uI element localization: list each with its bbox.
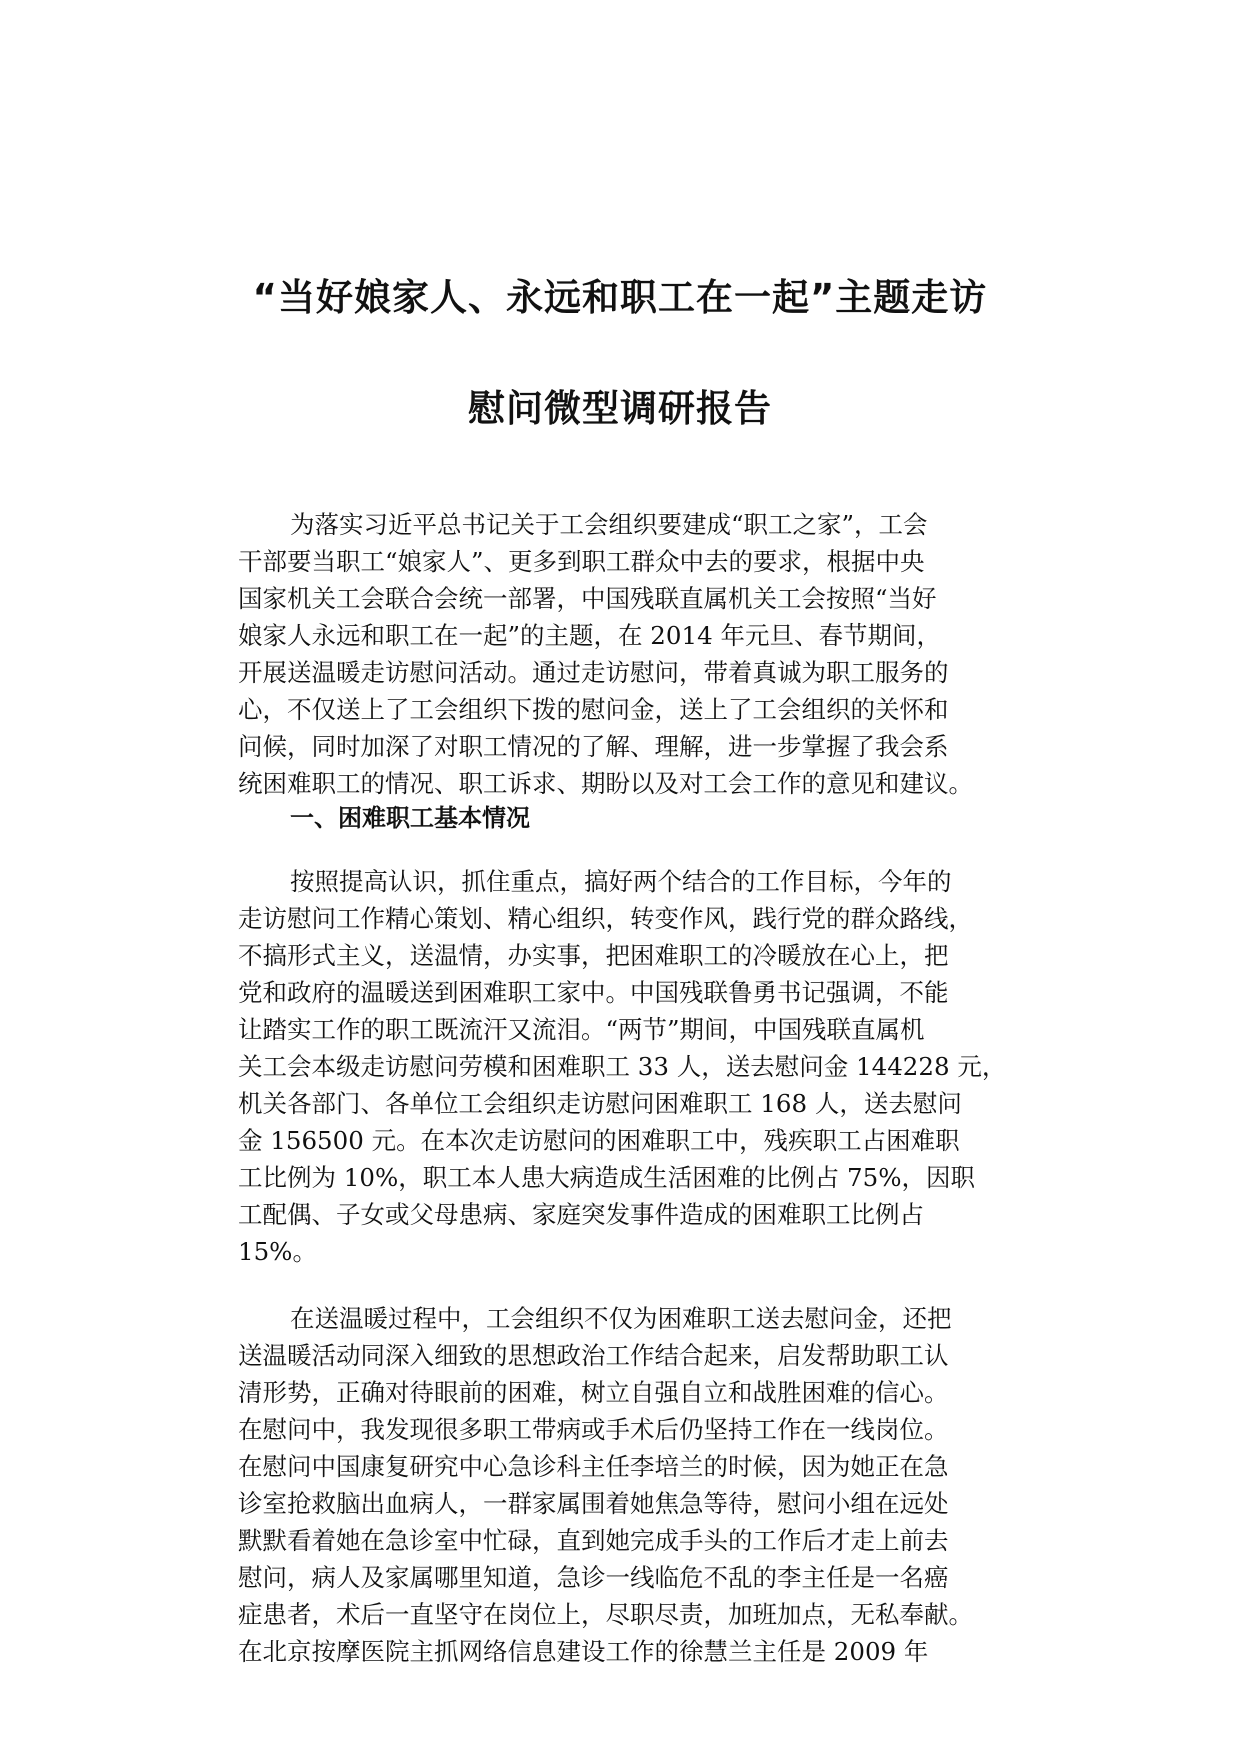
document-title-line-1: “当好娘家人、永远和职工在一起”主题走访: [252, 276, 988, 319]
paragraph-1-line: 国家机关工会联合会统一部署，中国残联直属机关工会按照“当好: [238, 584, 937, 613]
paragraph-2-line: 让踏实工作的职工既流汗又流泪。“两节”期间，中国残联直属机: [238, 1015, 925, 1044]
paragraph-1-line: 开展送温暖走访慰问活动。通过走访慰问，带着真诚为职工服务的: [238, 658, 949, 687]
paragraph-3-line: 送温暖活动同深入细致的思想政治工作结合起来，启发帮助职工认: [238, 1341, 949, 1370]
paragraph-3-line: 诊室抢救脑出血病人，一群家属围着她焦急等待，慰问小组在远处: [238, 1489, 949, 1518]
paragraph-3-line: 在送温暖过程中，工会组织不仅为困难职工送去慰问金，还把: [290, 1304, 952, 1333]
paragraph-2-line: 工比例为 10%，职工本人患大病造成生活困难的比例占 75%，因职: [238, 1163, 975, 1192]
paragraph-3-line: 在慰问中国康复研究中心急诊科主任李培兰的时候，因为她正在急: [238, 1452, 949, 1481]
paragraph-2-line: 走访慰问工作精心策划、精心组织，转变作风，践行党的群众路线，: [238, 904, 973, 933]
document-title-line-2: 慰问微型调研报告: [468, 387, 772, 430]
paragraph-2-line: 不搞形式主义，送温情，办实事，把困难职工的冷暖放在心上，把: [238, 941, 949, 970]
paragraph-3-line: 默默看着她在急诊室中忙碌，直到她完成手头的工作后才走上前去: [238, 1526, 949, 1555]
paragraph-1-line: 心，不仅送上了工会组织下拨的慰问金，送上了工会组织的关怀和: [238, 695, 949, 724]
paragraph-2-line: 按照提高认识，抓住重点，搞好两个结合的工作目标，今年的: [290, 867, 952, 896]
paragraph-1-line: 统困难职工的情况、职工诉求、期盼以及对工会工作的意见和建议。: [238, 769, 973, 798]
paragraph-3-line: 清形势，正确对待眼前的困难，树立自强自立和战胜困难的信心。: [238, 1378, 949, 1407]
paragraph-3-line: 在北京按摩医院主抓网络信息建设工作的徐慧兰主任是 2009 年: [238, 1637, 929, 1666]
paragraph-2-line: 机关各部门、各单位工会组织走访慰问困难职工 168 人，送去慰问: [238, 1089, 962, 1118]
paragraph-2-line: 金 156500 元。在本次走访慰问的困难职工中，残疾职工占困难职: [238, 1126, 960, 1155]
paragraph-1-line: 问候，同时加深了对职工情况的了解、理解，进一步掌握了我会系: [238, 732, 949, 761]
paragraph-2-line: 党和政府的温暖送到困难职工家中。中国残联鲁勇书记强调，不能: [238, 978, 949, 1007]
paragraph-3-line: 在慰问中，我发现很多职工带病或手术后仍坚持工作在一线岗位。: [238, 1415, 949, 1444]
section-heading: 一、困难职工基本情况: [290, 804, 530, 832]
paragraph-2-line: 关工会本级走访慰问劳模和困难职工 33 人，送去慰问金 144228 元，: [238, 1052, 1007, 1081]
paragraph-1-line: 娘家人永远和职工在一起”的主题，在 2014 年元旦、春节期间，: [238, 621, 941, 650]
paragraph-3-line: 症患者，术后一直坚守在岗位上，尽职尽责，加班加点，无私奉献。: [238, 1600, 973, 1629]
paragraph-1-line: 为落实习近平总书记关于工会组织要建成“职工之家”，工会: [290, 510, 928, 539]
paragraph-1-line: 干部要当职工“娘家人”、更多到职工群众中去的要求，根据中央: [238, 547, 925, 576]
paragraph-2-line: 15%。: [238, 1237, 317, 1266]
paragraph-2-line: 工配偶、子女或父母患病、家庭突发事件造成的困难职工比例占: [238, 1200, 924, 1229]
paragraph-3-line: 慰问，病人及家属哪里知道，急诊一线临危不乱的李主任是一名癌: [238, 1563, 949, 1592]
